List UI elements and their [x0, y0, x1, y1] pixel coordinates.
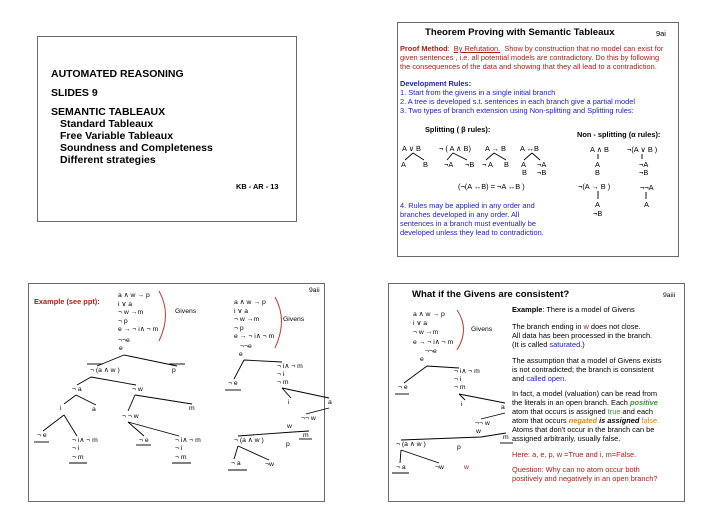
- given-formula: ¬ w →m: [413, 329, 439, 336]
- tableau-node: m: [189, 405, 195, 412]
- given-formula: a ∧ w → p: [413, 311, 445, 318]
- tableau-node: ¬ m: [277, 379, 289, 386]
- given-formula: ¬ w →m: [118, 309, 144, 316]
- tableau-node: ¬ i: [72, 445, 80, 452]
- alpha-rule-root: ¬¬A: [640, 183, 654, 192]
- tableau-node: i: [288, 399, 290, 406]
- given-formula: i ∨ a: [413, 320, 428, 327]
- tableau-node: ¬w: [435, 464, 444, 471]
- givens-label: Givens: [175, 308, 197, 315]
- tableau-branch-lines: [389, 284, 686, 503]
- beta-rule-leaf: ¬ A: [482, 160, 493, 169]
- tableau-node: ¬¬ w: [475, 420, 490, 427]
- proof-method-line-2: given sentences , i.e. all potential models are contradictory. Do this by following: [400, 53, 660, 62]
- slide4-title: What if the Givens are consistent?: [412, 289, 570, 300]
- alpha-rule-leaf: A: [595, 200, 600, 209]
- given-formula: ¬ w →m: [234, 316, 260, 323]
- tableau-node: ¬ m: [72, 454, 84, 461]
- tableau-node: ¬ i: [277, 371, 285, 378]
- tableau-node: ¬ m: [175, 454, 187, 461]
- tableau-node: ¬ ¬ w: [122, 413, 139, 420]
- slide2-title: Theorem Proving with Semantic Tableaux: [425, 27, 615, 38]
- tableau-node: ¬ w: [132, 386, 143, 393]
- tableau-node: ¬w: [265, 461, 274, 468]
- tableau-node: p: [286, 441, 290, 448]
- tableau-node: ¬ (a ∧ w ): [396, 441, 426, 448]
- tableau-node: ¬ i: [175, 445, 183, 452]
- saturated-text-line-3: (It is called saturated.): [512, 340, 585, 349]
- tableau-node: i: [60, 405, 62, 412]
- beta-rule-root: ¬ ( A ∧ B): [439, 144, 471, 153]
- given-formula: i ∨ a: [118, 301, 133, 308]
- tableau-node: ¬ (a ∧ w ): [90, 367, 120, 374]
- beta-rule-leaf: B: [423, 160, 428, 169]
- slide4-page-number: 9aiii: [663, 292, 676, 299]
- beta-rule-leaf: B: [504, 160, 509, 169]
- alpha-rule-leaf: ¬A: [639, 160, 649, 169]
- tableau-node: a: [92, 406, 96, 413]
- beta-rule-leaf: ¬B: [537, 168, 547, 177]
- slide-1: [37, 36, 297, 222]
- givens-label: Givens: [471, 326, 493, 333]
- givens-label: Givens: [283, 316, 305, 323]
- beta-rule-note: (¬(A ↔B) = ¬A ↔B ): [458, 182, 525, 191]
- slide1-item: Free Variable Tableaux: [60, 130, 174, 142]
- tableau-node: ¬ i: [454, 376, 462, 383]
- tableau-node: ¬ a: [231, 460, 241, 467]
- given-formula: ¬ p: [118, 318, 128, 325]
- splitting-label: Splitting ( β rules):: [425, 125, 491, 134]
- tableau-node: e: [420, 356, 424, 363]
- tableau-node: ¬ e: [398, 384, 408, 391]
- model-line-6: assigned arbitrarily, usually false.: [512, 434, 621, 443]
- given-formula: a ∧ w → p: [118, 292, 150, 299]
- proof-method-line-1: Proof Method: By Refutation. Show by construction that no model can exist for: [400, 44, 664, 53]
- model-line-4: atom that occurs negated is assigned false.: [512, 416, 660, 425]
- alpha-rule-leaf: A: [595, 160, 600, 169]
- tableau-node: i: [461, 401, 463, 408]
- beta-rule-root: A → B: [485, 144, 506, 153]
- slide-3: [28, 283, 332, 502]
- slide1-footer: KB - AR - 13: [236, 182, 279, 191]
- given-formula: ¬ p: [234, 325, 244, 332]
- slide1-subtitle: SLIDES 9: [51, 87, 98, 99]
- tableau-node: ¬ e: [37, 432, 47, 439]
- consistency-line-1: The assumption that a model of Givens exists: [512, 356, 662, 365]
- tableau-node: ¬ i∧ ¬ m: [175, 437, 201, 444]
- alpha-rule-leaf: A: [644, 200, 649, 209]
- slide1-title: AUTOMATED REASONING: [51, 68, 184, 80]
- tableau-node: ¬¬e: [118, 337, 130, 344]
- tableau-node: m: [303, 432, 309, 439]
- tableau-node: ¬¬ w: [301, 415, 316, 422]
- alpha-rule-leaf: ¬B: [639, 168, 649, 177]
- tableau-node: ¬ e: [139, 437, 149, 444]
- development-rule: 2. A tree is developed s.t. sentences in each branch give a partial model: [400, 97, 636, 106]
- example-label: Example (see ppt):: [34, 297, 100, 306]
- slide1-item: Different strategies: [60, 154, 156, 166]
- consistency-line-2: is not contradicted; the branch is consistent: [512, 365, 654, 374]
- slide1-heading: SEMANTIC TABLEAUX: [51, 106, 166, 118]
- model-line-3: atom that occurs is assigned true and each: [512, 407, 653, 416]
- given-formula: e → ¬ i∧ ¬ m: [413, 339, 454, 346]
- given-formula: e → ¬ i∧ ¬ m: [118, 326, 159, 333]
- development-rules-title: Development Rules:: [400, 79, 472, 88]
- tableau-node: p: [457, 444, 461, 451]
- model-line-2: the literals in an open branch. Each positive: [512, 398, 658, 407]
- beta-rule-leaf: ¬B: [465, 160, 475, 169]
- rule-4-line: branches developed in any order. All: [400, 210, 520, 219]
- slide1-item: Soundness and Completeness: [60, 142, 213, 154]
- rule-4-line: sentences in a branch must eventually be: [400, 219, 536, 228]
- alpha-rule-root: ¬(A ∨ B ): [627, 145, 658, 154]
- model-line-1: In fact, a model (valuation) can be read from: [512, 389, 658, 398]
- development-rule: 1. Start from the givens in a single initial branch: [400, 88, 556, 97]
- beta-rule-leaf: ¬A: [444, 160, 454, 169]
- model-assignment: Here: a, e, p, w =True and i, m=False.: [512, 450, 637, 459]
- saturated-text-line-2: All data has been processed in the branch.: [512, 331, 653, 340]
- tableau-node: m: [503, 434, 509, 441]
- tableau-node: w: [287, 423, 292, 430]
- proof-method-line-3: the consequences of the data and showing that they all lead to a contradiction.: [400, 62, 657, 71]
- alpha-rule-root: ¬(A → B ): [578, 182, 611, 191]
- tableau-node: w: [476, 428, 481, 435]
- beta-rule-leaf: B: [522, 168, 527, 177]
- tableau-node: ¬ i∧ ¬ m: [454, 368, 480, 375]
- tableau-node: ¬ e: [228, 380, 238, 387]
- development-rule: 3. Two types of branch extension using Non-splitting and Splitting rules:: [400, 106, 634, 115]
- tableau-node: ¬ a: [396, 464, 406, 471]
- open-branch-leaf: w: [464, 464, 469, 471]
- tableau-node: ¬ m: [454, 384, 466, 391]
- question-line-2: positively and negatively in an open branch?: [512, 474, 658, 483]
- tableau-node: ¬ i∧ ¬ m: [277, 363, 303, 370]
- tableau-node: a: [501, 404, 505, 411]
- model-line-5: Atoms that don't occur in the branch can be: [512, 425, 655, 434]
- saturated-text-line-1: The branch ending in w does not close.: [512, 322, 641, 331]
- slide-4: [388, 283, 685, 502]
- consistency-line-3: and called open.: [512, 374, 567, 383]
- rule-4-line: developed unless they lead to contradiction.: [400, 228, 544, 237]
- given-formula: a ∧ w → p: [234, 299, 266, 306]
- rule-4-line: 4. Rules may be applied in any order and: [400, 201, 535, 210]
- beta-rule-leaf: ¬A: [537, 160, 547, 169]
- slide2-page-number: 9ai: [656, 29, 666, 38]
- tableau-node: ¬¬e: [240, 343, 252, 350]
- given-formula: i ∨ a: [234, 308, 249, 315]
- tableau-node: ¬ (a ∧ w ): [234, 437, 264, 444]
- rule-branch-lines: [398, 23, 680, 258]
- beta-rule-leaf: A: [401, 160, 406, 169]
- non-splitting-label: Non - splitting (α rules):: [577, 130, 661, 139]
- beta-rule-root: A ↔B: [520, 144, 539, 153]
- slide4-example: Example: There is a model of Givens: [512, 305, 635, 314]
- tableau-node: ¬¬e: [425, 348, 437, 355]
- alpha-rule-root: A ∧ B: [590, 145, 609, 154]
- tableau-node: e: [119, 345, 123, 352]
- tableau-node: ¬ a: [72, 386, 82, 393]
- tableau-node: p: [172, 367, 176, 374]
- tableau-node: a: [328, 399, 332, 406]
- beta-rule-leaf: A: [521, 160, 526, 169]
- slide3-page-number: 9aii: [309, 287, 320, 294]
- beta-rule-root: A ∨ B: [402, 144, 421, 153]
- tableau-branch-lines: [29, 284, 326, 503]
- tableau-node: ¬ i∧ ¬ m: [72, 437, 98, 444]
- slide-2: [397, 22, 679, 257]
- alpha-rule-leaf: B: [595, 168, 600, 177]
- question-line-1: Question: Why can no atom occur both: [512, 465, 640, 474]
- slide1-item: Standard Tableaux: [60, 118, 154, 130]
- given-formula: e → ¬ i∧ ¬ m: [234, 333, 275, 340]
- alpha-rule-leaf: ¬B: [593, 209, 603, 218]
- tableau-node: e: [239, 351, 243, 358]
